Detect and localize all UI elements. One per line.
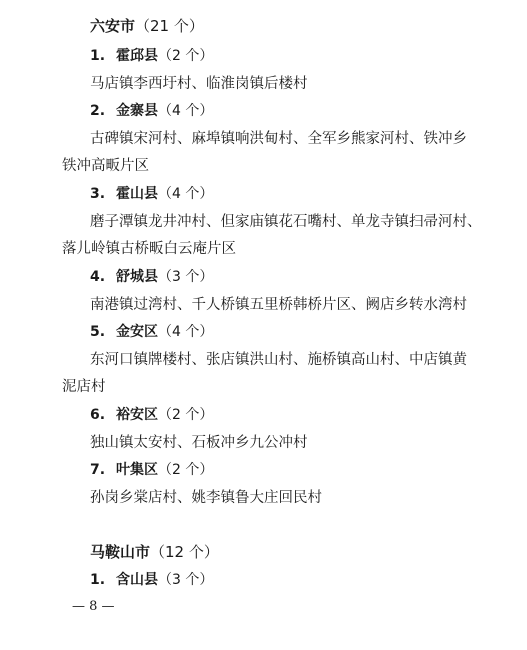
city-heading: 马鞍山市（12 个） <box>90 543 219 561</box>
county-heading: 1. 含山县（3 个） <box>90 572 214 588</box>
village-list-line: 落儿岭镇古桥畈白云庵片区 <box>62 241 236 257</box>
city-heading: 六安市（21 个） <box>90 17 204 35</box>
county-heading: 6. 裕安区（2 个） <box>90 407 214 423</box>
village-list-line: 铁冲高畈片区 <box>62 158 149 174</box>
county-heading: 5. 金安区（4 个） <box>90 324 214 340</box>
village-list-line: 东河口镇牌楼村、张店镇洪山村、施桥镇高山村、中店镇黄 <box>90 352 467 368</box>
county-heading: 4. 舒城县（3 个） <box>90 269 214 285</box>
village-list-line: 南港镇过湾村、千人桥镇五里桥韩桥片区、阙店乡转水湾村 <box>90 297 467 313</box>
county-heading: 3. 霍山县（4 个） <box>90 186 214 202</box>
village-list-line: 磨子潭镇龙井冲村、但家庙镇花石嘴村、单龙寺镇扫帚河村、 <box>90 214 482 230</box>
county-heading: 1. 霍邱县（2 个） <box>90 48 214 64</box>
village-list-line: 独山镇太安村、石板冲乡九公冲村 <box>90 435 308 451</box>
village-list-line: 泥店村 <box>62 379 106 395</box>
county-heading: 7. 叶集区（2 个） <box>90 462 214 478</box>
page-number: — 8 — <box>72 599 115 614</box>
village-list-line: 孙岗乡棠店村、姚李镇鲁大庄回民村 <box>90 490 322 506</box>
county-heading: 2. 金寨县（4 个） <box>90 103 214 119</box>
village-list-line: 马店镇李西圩村、临淮岗镇后楼村 <box>90 76 308 92</box>
village-list-line: 古碑镇宋河村、麻埠镇响洪甸村、全军乡熊家河村、铁冲乡 <box>90 131 467 147</box>
